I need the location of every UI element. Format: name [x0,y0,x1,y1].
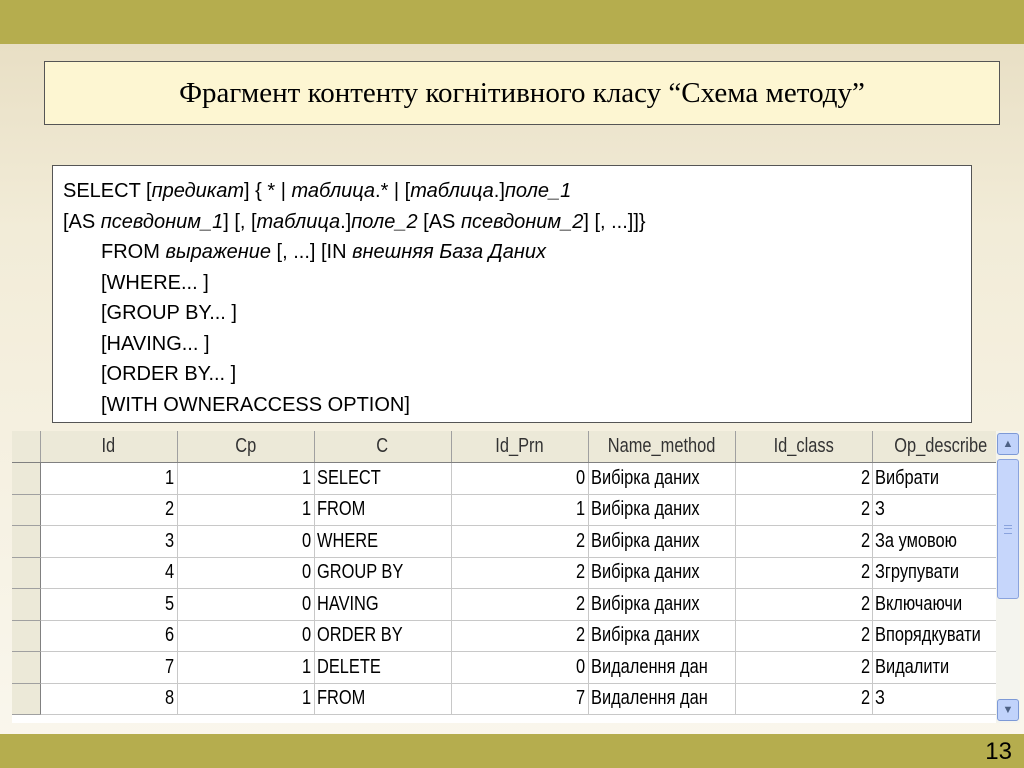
cell-c[interactable]: ORDER BY [314,620,451,652]
cell-id-prn[interactable]: 7 [451,683,588,715]
cell-id-class[interactable]: 2 [735,652,872,684]
cell-id[interactable]: 2 [40,494,177,526]
cell-name-method[interactable]: Вибірка даних [588,557,735,589]
table-row[interactable] [12,463,1009,495]
scroll-up-button[interactable] [997,433,1019,455]
column-header-id-class[interactable]: Id_class [735,431,872,463]
chevron-down-icon: ▼ [1002,704,1014,716]
scrollbar-thumb[interactable] [997,459,1019,599]
cell-id[interactable]: 7 [40,652,177,684]
cell-c[interactable]: FROM [314,683,451,715]
slide-page-number: 13 [985,738,1012,765]
cell-id[interactable]: 4 [40,557,177,589]
cell-c[interactable]: FROM [314,494,451,526]
column-header-c[interactable]: C [314,431,451,463]
cell-id[interactable]: 8 [40,683,177,715]
table-row[interactable] [12,620,1009,652]
cell-id-prn[interactable]: 2 [451,589,588,621]
cell-name-method[interactable]: Вибірка даних [588,620,735,652]
column-header-cp[interactable]: Cp [177,431,314,463]
cell-id[interactable]: 6 [40,620,177,652]
row-selector[interactable] [12,463,40,495]
cell-cp[interactable]: 1 [177,494,314,526]
cell-id-class[interactable]: 2 [735,463,872,495]
row-selector[interactable] [12,494,40,526]
row-selector[interactable] [12,683,40,715]
cell-cp[interactable]: 1 [177,683,314,715]
table-row[interactable] [12,683,1009,715]
sql-syntax-box [52,165,972,423]
cell-cp[interactable]: 0 [177,620,314,652]
data-grid-table [12,431,1010,715]
top-decorative-band [0,0,1024,44]
cell-id[interactable]: 1 [40,463,177,495]
row-selector[interactable] [12,557,40,589]
table-row[interactable] [12,526,1009,558]
cell-op-describe[interactable]: Видалити [872,652,1009,684]
cell-id[interactable]: 3 [40,526,177,558]
cell-id-prn[interactable]: 0 [451,652,588,684]
sql-line-where: [WHERE... ] [101,271,209,294]
cell-cp[interactable]: 0 [177,526,314,558]
row-selector-header[interactable] [12,431,40,463]
sql-line-having: [HAVING... ] [101,332,210,355]
cell-c[interactable]: WHERE [314,526,451,558]
grip-icon [1004,525,1012,534]
cell-name-method[interactable]: Вибірка даних [588,494,735,526]
bottom-decorative-band [0,734,1024,768]
column-header-id-prn[interactable]: Id_Prn [451,431,588,463]
cell-id-prn[interactable]: 2 [451,526,588,558]
slide-title-box [44,61,1000,125]
cell-id-prn[interactable]: 2 [451,557,588,589]
cell-op-describe[interactable]: Згрупувати [872,557,1009,589]
table-row[interactable] [12,557,1009,589]
column-header-name-method[interactable]: Name_method [588,431,735,463]
cell-c[interactable]: GROUP BY [314,557,451,589]
data-grid [12,431,1020,723]
cell-id-class[interactable]: 2 [735,494,872,526]
cell-cp[interactable]: 0 [177,589,314,621]
cell-name-method[interactable]: Вибірка даних [588,589,735,621]
cell-name-method[interactable]: Видалення дан [588,652,735,684]
vertical-scrollbar[interactable] [996,431,1020,723]
cell-name-method[interactable]: Вибірка даних [588,526,735,558]
cell-c[interactable]: SELECT [314,463,451,495]
sql-line-order-by: [ORDER BY... ] [101,363,237,385]
cell-name-method[interactable]: Вибірка даних [588,463,735,495]
sql-line-group-by: [GROUP BY... ] [101,302,237,324]
cell-id-class[interactable]: 2 [735,526,872,558]
cell-id-prn[interactable]: 0 [451,463,588,495]
scroll-down-button[interactable] [997,699,1019,721]
cell-cp[interactable]: 0 [177,557,314,589]
cell-op-describe[interactable]: За умовою [872,526,1009,558]
cell-name-method[interactable]: Видалення дан [588,683,735,715]
row-selector[interactable] [12,589,40,621]
cell-op-describe[interactable]: З [872,494,1009,526]
sql-line-as: [AS псевдоним_1] [, [таблица.]поле_2 [AS псевдоним_2] [, ...]]} [63,210,646,233]
cell-c[interactable]: HAVING [314,589,451,621]
cell-id-prn[interactable]: 2 [451,620,588,652]
row-selector[interactable] [12,526,40,558]
cell-cp[interactable]: 1 [177,652,314,684]
cell-c[interactable]: DELETE [314,652,451,684]
row-selector[interactable] [12,620,40,652]
cell-id-class[interactable]: 2 [735,620,872,652]
cell-op-describe[interactable]: Впорядкувати [872,620,1009,652]
sql-line-from: FROM выражение [, ...] [IN внешняя База Даних [101,241,546,263]
cell-cp[interactable]: 1 [177,463,314,495]
column-header-id[interactable]: Id [40,431,177,463]
row-selector[interactable] [12,652,40,684]
cell-id-class[interactable]: 2 [735,683,872,715]
cell-id-class[interactable]: 2 [735,557,872,589]
column-header-op-describe[interactable]: Op_describe [872,431,1009,463]
cell-id-class[interactable]: 2 [735,589,872,621]
cell-op-describe[interactable]: Вибрати [872,463,1009,495]
cell-id[interactable]: 5 [40,589,177,621]
table-row[interactable] [12,589,1009,621]
cell-op-describe[interactable]: З [872,683,1009,715]
sql-line-with-owneraccess: [WITH OWNERACCESS OPTION] [101,393,410,416]
cell-id-prn[interactable]: 1 [451,494,588,526]
cell-op-describe[interactable]: Включаючи [872,589,1009,621]
sql-line-select: SELECT [предикат] { * | таблица.* | [таблица.]поле_1 [63,180,572,202]
grid-header-row [12,431,1009,463]
chevron-up-icon: ▲ [1002,438,1014,450]
slide-title: Фрагмент контенту когнітивного класу “Схема методу” [179,76,865,109]
table-row[interactable] [12,494,1009,526]
table-row[interactable] [12,652,1009,684]
